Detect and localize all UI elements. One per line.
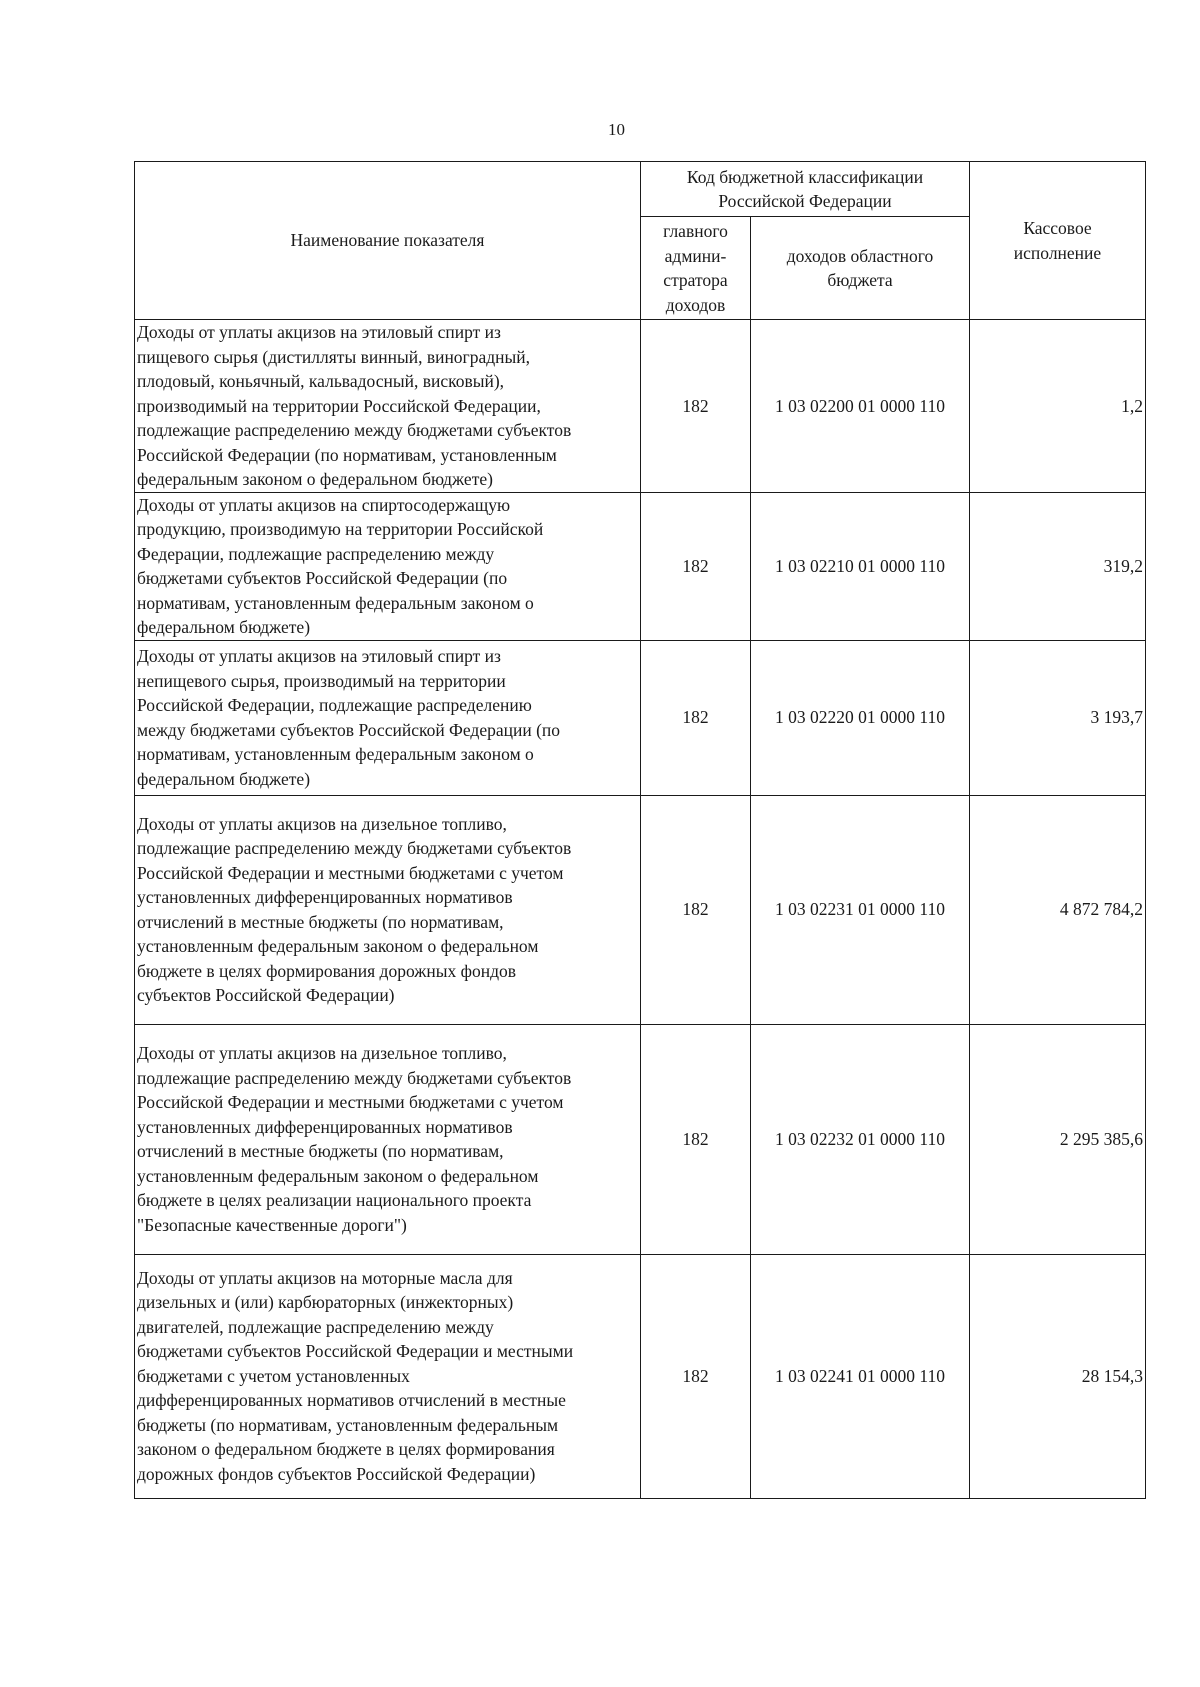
row-budget-code: 1 03 02200 01 0000 110 xyxy=(751,320,970,493)
header-regional-budget-income-code: доходов областного бюджета xyxy=(751,217,970,320)
table-row xyxy=(135,1254,1146,1498)
row-cash-execution: 1,2 xyxy=(970,320,1146,493)
row-cash-execution: 319,2 xyxy=(970,492,1146,640)
row-cash-execution: 2 295 385,6 xyxy=(970,1024,1146,1254)
row-budget-code: 1 03 02232 01 0000 110 xyxy=(751,1024,970,1254)
row-indicator-name: Доходы от уплаты акцизов на этиловый спирт из непищевого сырья, производимый на территории Российской Федерации, подлежащие распределению между бюджетами субъектов Российской Федерации (по нормативам, установленным федеральным законом о федеральном бюджете) xyxy=(135,640,641,795)
row-budget-code: 1 03 02231 01 0000 110 xyxy=(751,795,970,1024)
row-indicator-name: Доходы от уплаты акцизов на моторные масла для дизельных и (или) карбюраторных (инжекторных) двигателей, подлежащие распределению между бюджетами субъектов Российской Федерации и местными бюджетами с учетом установленных дифференцированных нормативов отчислений в местные бюджеты (по нормативам, установленным федеральным законом о федеральном бюджете в целях формирования дорожных фондов субъектов Российской Федерации) xyxy=(135,1254,641,1498)
row-cash-execution: 28 154,3 xyxy=(970,1254,1146,1498)
row-budget-code: 1 03 02210 01 0000 110 xyxy=(751,492,970,640)
header-chief-administrator: главного админи- стратора доходов xyxy=(641,217,751,320)
row-indicator-name: Доходы от уплаты акцизов на этиловый спирт из пищевого сырья (дистилляты винный, виноградный, плодовый, коньячный, кальвадосный, висковый), производимый на территории Российской Федерации, подлежащие распределению между бюджетами субъектов Российской Федерации (по нормативам, установленным федеральным законом о федеральном бюджете) xyxy=(135,320,641,493)
row-budget-code: 1 03 02220 01 0000 110 xyxy=(751,640,970,795)
row-admin-code: 182 xyxy=(641,1254,751,1498)
row-admin-code: 182 xyxy=(641,640,751,795)
table-row xyxy=(135,640,1146,795)
row-budget-code: 1 03 02241 01 0000 110 xyxy=(751,1254,970,1498)
row-admin-code: 182 xyxy=(641,320,751,493)
header-cash-execution: Кассовое исполнение xyxy=(970,162,1146,320)
table-row xyxy=(135,320,1146,493)
header-indicator-name: Наименование показателя xyxy=(135,162,641,320)
page-number: 10 xyxy=(608,120,625,139)
table-row xyxy=(135,795,1146,1024)
header-classification-code: Код бюджетной классификации Российской Федерации xyxy=(641,162,970,217)
row-indicator-name: Доходы от уплаты акцизов на спиртосодержащую продукцию, производимую на территории Российской Федерации, подлежащие распределению между бюджетами субъектов Российской Федерации (по нормативам, установленным федеральным законом о федеральном бюджете) xyxy=(135,492,641,640)
row-indicator-name: Доходы от уплаты акцизов на дизельное топливо, подлежащие распределению между бюджетами субъектов Российской Федерации и местными бюджетами с учетом установленных дифференцированных нормативов отчислений в местные бюджеты (по нормативам, установленным федеральным законом о федеральном бюджете в целях формирования дорожных фондов субъектов Российской Федерации) xyxy=(135,795,641,1024)
row-cash-execution: 3 193,7 xyxy=(970,640,1146,795)
table-row xyxy=(135,1024,1146,1254)
row-indicator-name: Доходы от уплаты акцизов на дизельное топливо, подлежащие распределению между бюджетами субъектов Российской Федерации и местными бюджетами с учетом установленных дифференцированных нормативов отчислений в местные бюджеты (по нормативам, установленным федеральным законом о федеральном бюджете в целях реализации национального проекта "Безопасные качественные дороги") xyxy=(135,1024,641,1254)
row-admin-code: 182 xyxy=(641,795,751,1024)
budget-revenue-table xyxy=(134,161,1146,1499)
row-cash-execution: 4 872 784,2 xyxy=(970,795,1146,1024)
row-admin-code: 182 xyxy=(641,492,751,640)
row-admin-code: 182 xyxy=(641,1024,751,1254)
table-row xyxy=(135,492,1146,640)
